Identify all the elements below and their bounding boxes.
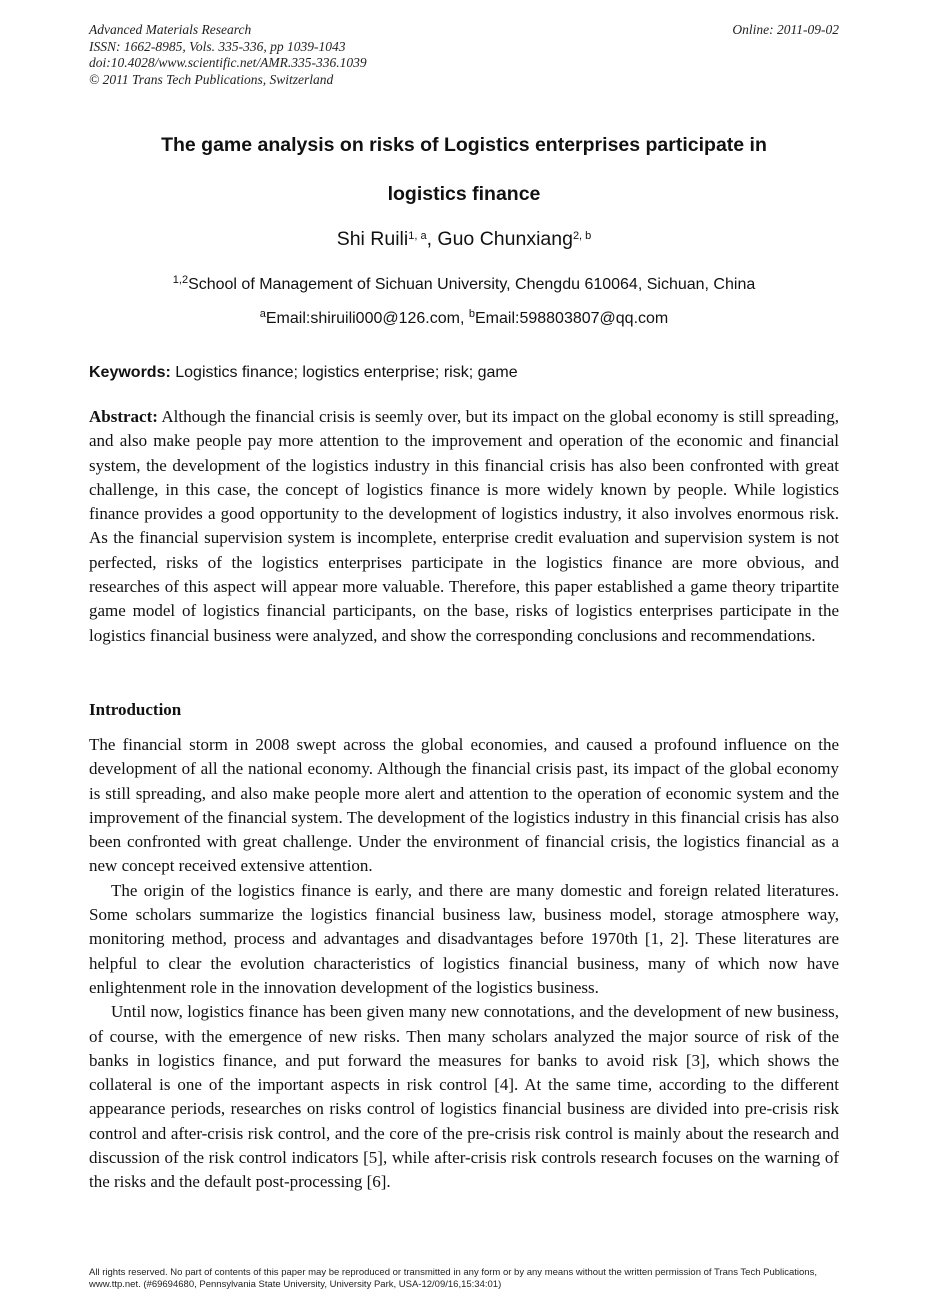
email-line xyxy=(89,310,839,328)
author-separator: , xyxy=(426,228,438,250)
author-1: Shi Ruili xyxy=(336,228,409,250)
keywords-text: Logistics finance; logistics enterprise; risk; game xyxy=(170,364,518,381)
copyright-line: © 2011 Trans Tech Publications, Switzerland xyxy=(89,71,334,87)
abstract-label: Abstract: xyxy=(89,407,158,426)
copyright-footer: All rights reserved. No part of contents of this paper may be reproduced or transmitted in any form or by any means without the written permission of Trans Tech Publications, www.ttp.net. (#69694680, Pennsylvania State University, University Park, USA-12/09/16,15:34:01) xyxy=(89,1267,817,1290)
email-b-marker: b xyxy=(468,308,475,320)
issn-line: ISSN: 1662-8985, Vols. 335-336, pp 1039-1043 xyxy=(89,38,346,54)
online-date: Online: 2011-09-02 xyxy=(732,22,839,37)
email-a: Email:shiruili000@126.com, xyxy=(265,310,469,327)
author-2: Guo Chunxiang xyxy=(437,228,573,250)
author-1-affil: 1, a xyxy=(408,230,427,242)
introduction-heading: Introduction xyxy=(89,700,182,719)
keywords xyxy=(89,364,839,382)
introduction-body xyxy=(89,733,839,1195)
affiliation xyxy=(89,276,839,294)
keywords-label: Keywords: xyxy=(89,364,171,381)
author-list xyxy=(89,228,839,251)
affiliation-marker: 1,2 xyxy=(172,274,189,286)
affiliation-text: School of Management of Sichuan University, Chengdu 610064, Sichuan, China xyxy=(188,276,756,293)
email-a-marker: a xyxy=(259,308,266,320)
paper-title xyxy=(89,121,839,219)
title-line-1: The game analysis on risks of Logistics enterprises participate in xyxy=(161,134,767,156)
intro-paragraph-2: The origin of the logistics finance is early, and there are many domestic and foreign related literatures. Some scholars summarize the logistics financial business law, business model, storage atmosphere way, monitoring method, process and advantages and disadvantages before 1970th [1, 2]. These literatures are helpful to clear the evolution characteristics of logistics financial business, many of which now have enlightenment role in the innovation development of the logistics business. xyxy=(89,880,839,997)
abstract-text: Although the financial crisis is seemly over, but its impact on the global economy is still spreading, and also make people pay more attention to the improvement and operation of the economic and financial system, the development of the logistics industry in this financial crisis has also been confronted with great challenge, in this case, the concept of logistics finance is more widely known by people. While logistics finance provides a good opportunity to the development of logistics industry, it also involves enormous risk. As the financial supervision system is incomplete, enterprise credit evaluation and supervision system is not perfected, risks of the logistics enterprises participate in the logistics finance are more obvious, and researches of this aspect will appear more valuable. Therefore, this paper established a game theory tripartite game model of logistics financial participants, on the base, risks of logistics enterprises participate in the logistics financial business were analyzed, and show the corresponding conclusions and recommendations. xyxy=(89,407,839,645)
journal-name: Advanced Materials Research xyxy=(89,22,252,37)
journal-header xyxy=(89,22,839,88)
title-line-2: logistics finance xyxy=(387,183,541,205)
doi-line: doi:10.4028/www.scientific.net/AMR.335-336.1039 xyxy=(89,55,367,70)
author-2-affil: 2, b xyxy=(572,230,592,242)
intro-paragraph-3: Until now, logistics finance has been given many new connotations, and the development of new business, of course, with the emergence of new risks. Then many scholars analyzed the major source of risk of the banks in logistics finance, and put forward the measures for banks to avoid risk [3], which shows the collateral is one of the important aspects in risk control [4]. At the same time, according to the different appearance periods, researches on risks control of logistics financial business are divided into pre-crisis risk control and after-crisis risk control, and the core of the pre-crisis risk control is mainly about the research and discussion of the risk control indicators [5], while after-crisis risk controls research focuses on the warning of the risks and the default post-processing [6]. xyxy=(89,1002,839,1192)
abstract xyxy=(89,405,839,648)
email-b: Email:598803807@qq.com xyxy=(475,310,669,327)
intro-paragraph-1: The financial storm in 2008 swept across the global economies, and caused a profound influence on the development of all the national economy. Although the financial crisis past, its impact of the global economy is still spreading, and also make people more alert and attention to the operation of economic system and the improvement of the financial system. The development of the logistics industry in this financial crisis has also been confronted with great challenge. Under the environment of financial crisis, the logistics financial as a new concept received extensive attention. xyxy=(89,735,839,876)
